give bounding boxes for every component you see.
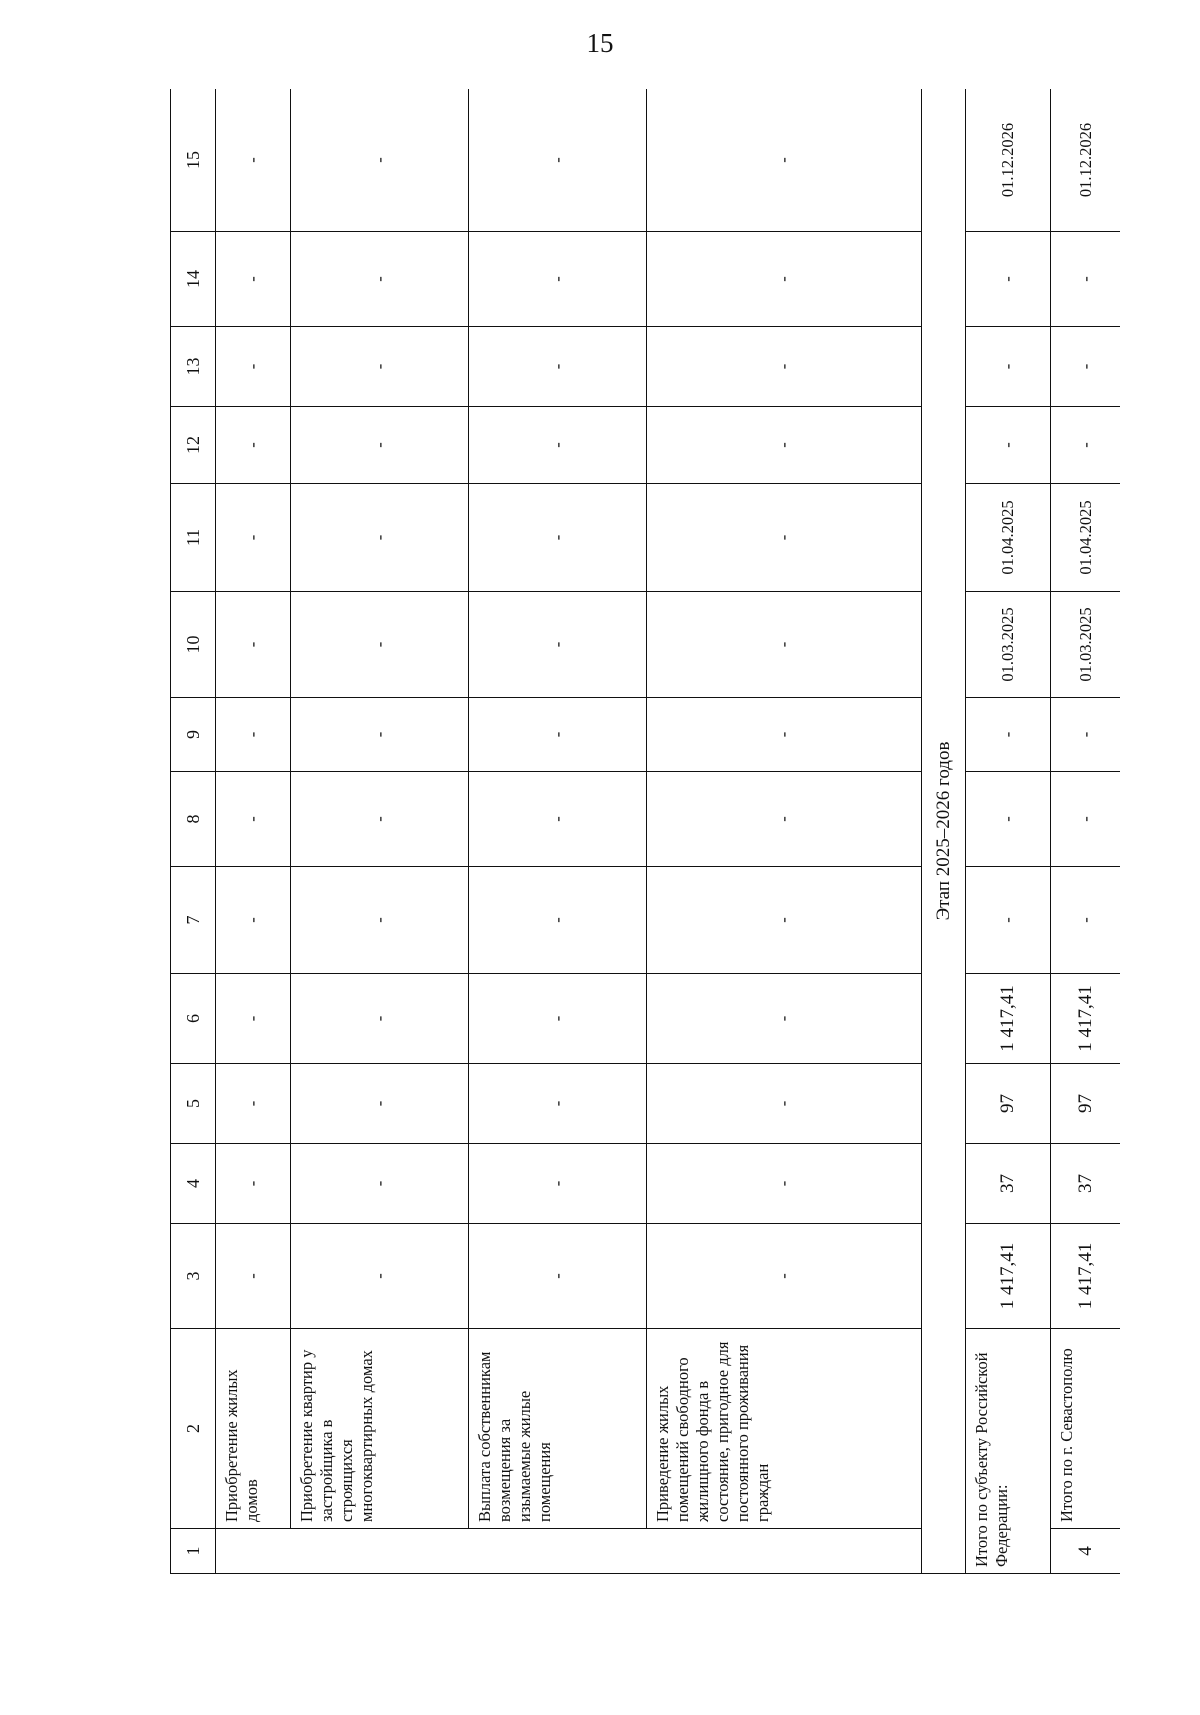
table-row [216,89,291,1574]
header-cell: 11 [171,484,216,592]
table-cell: - [216,89,291,232]
table-cell: - [647,974,922,1064]
table-cell: - [966,772,1051,867]
table-cell: - [647,772,922,867]
header-cell: 13 [171,327,216,407]
table-cell: 01.12.2026 [966,89,1051,232]
page-number: 15 [586,28,614,58]
table-cell: - [291,698,469,772]
table-cell: 97 [1051,1064,1121,1144]
header-cell: 7 [171,867,216,974]
table-cell: - [216,867,291,974]
table-cell: - [216,974,291,1064]
table-row [647,89,922,1574]
table-cell: - [647,327,922,407]
row-name: Выплата собственникам возмещения за изымаемые жилые помещения [469,1329,647,1529]
table-cell: - [1051,407,1121,484]
table-cell: - [966,327,1051,407]
table-cell: - [216,1224,291,1329]
total-city-label: Итого по г. Севастополю [1051,1329,1121,1529]
table-cell: - [469,327,647,407]
table-cell: - [291,407,469,484]
table-cell: 37 [966,1144,1051,1224]
table-cell: - [1051,772,1121,867]
table-cell: - [291,484,469,592]
table-cell: - [647,407,922,484]
table-cell: - [647,867,922,974]
table-cell: - [1051,867,1121,974]
table-cell: 1 417,41 [966,974,1051,1064]
table-cell: - [469,772,647,867]
table-cell: - [966,232,1051,327]
table-cell: - [1051,232,1121,327]
table-cell: - [291,772,469,867]
table-cell: 01.03.2025 [1051,592,1121,698]
table-cell: - [469,484,647,592]
table-cell: - [216,1064,291,1144]
table-cell: - [216,407,291,484]
table-cell: - [291,232,469,327]
table-cell: 01.12.2026 [1051,89,1121,232]
header-cell: 5 [171,1064,216,1144]
table-cell: 1 417,41 [966,1224,1051,1329]
row-name: Приобретение квартир у застройщика в строящихся многоквартирных домах [291,1329,469,1529]
table-cell: - [291,1064,469,1144]
total-rf-row [966,89,1051,1574]
table-row [291,89,469,1574]
header-cell: 2 [171,1329,216,1529]
table-cell: - [469,232,647,327]
header-cell: 14 [171,232,216,327]
table-cell: - [647,89,922,232]
table-cell: - [1051,327,1121,407]
table-cell: - [469,1144,647,1224]
header-cell: 1 [171,1529,216,1574]
total-rf-label: Итого по субъекту Российской Федерации: [966,1329,1051,1574]
row-number-cell: 4 [1051,1529,1121,1574]
table-cell: - [216,698,291,772]
table-cell: - [469,867,647,974]
table-cell: 1 417,41 [1051,974,1121,1064]
table-cell: - [291,974,469,1064]
table-cell: 37 [1051,1144,1121,1224]
header-cell: 8 [171,772,216,867]
table-cell: - [966,867,1051,974]
table-cell: - [647,1064,922,1144]
table-cell: 97 [966,1064,1051,1144]
table-cell: - [216,484,291,592]
row-name: Приведение жилых помещений свободного жилищного фонда в состояние, пригодное для постоянного проживания граждан [647,1329,922,1529]
table-cell: - [291,1224,469,1329]
table-cell: - [291,1144,469,1224]
table-cell: - [647,698,922,772]
stage-label: Этап 2025–2026 годов [922,89,966,1574]
table-cell: - [291,327,469,407]
header-cell: 6 [171,974,216,1064]
table-cell: - [469,698,647,772]
table-cell: - [291,867,469,974]
table-cell: - [291,592,469,698]
header-cell: 4 [171,1144,216,1224]
table-row [469,89,647,1574]
table-cell: - [216,772,291,867]
table-cell: - [469,89,647,232]
header-cell: 10 [171,592,216,698]
row-name: Приобретение жилых домов [216,1329,291,1529]
table-cell: 01.04.2025 [1051,484,1121,592]
table-cell: 1 417,41 [1051,1224,1121,1329]
table-cell: - [216,232,291,327]
table-cell: 01.03.2025 [966,592,1051,698]
header-cell: 12 [171,407,216,484]
table-cell: 01.04.2025 [966,484,1051,592]
stage-row [922,89,966,1574]
table-cell: - [216,1144,291,1224]
header-cell: 3 [171,1224,216,1329]
table-cell: - [469,974,647,1064]
table-cell: - [1051,698,1121,772]
column-number-row [171,89,216,1574]
housing-program-table [170,89,1120,1574]
table-cell: - [647,484,922,592]
table-cell: - [647,592,922,698]
table-cell: - [966,407,1051,484]
total-city-row [1051,89,1121,1574]
table-cell: - [647,1144,922,1224]
row-number-cell [216,1529,922,1574]
table-cell: - [469,1064,647,1144]
table-cell: - [647,1224,922,1329]
table-cell: - [216,327,291,407]
header-cell: 9 [171,698,216,772]
table-frame [170,89,1120,1574]
header-cell: 15 [171,89,216,232]
table-cell: - [647,232,922,327]
table-cell: - [469,1224,647,1329]
table-cell: - [291,89,469,232]
table-cell: - [966,698,1051,772]
rotated-table-container [170,89,1120,1574]
table-cell: - [469,407,647,484]
table-cell: - [469,592,647,698]
table-cell: - [216,592,291,698]
